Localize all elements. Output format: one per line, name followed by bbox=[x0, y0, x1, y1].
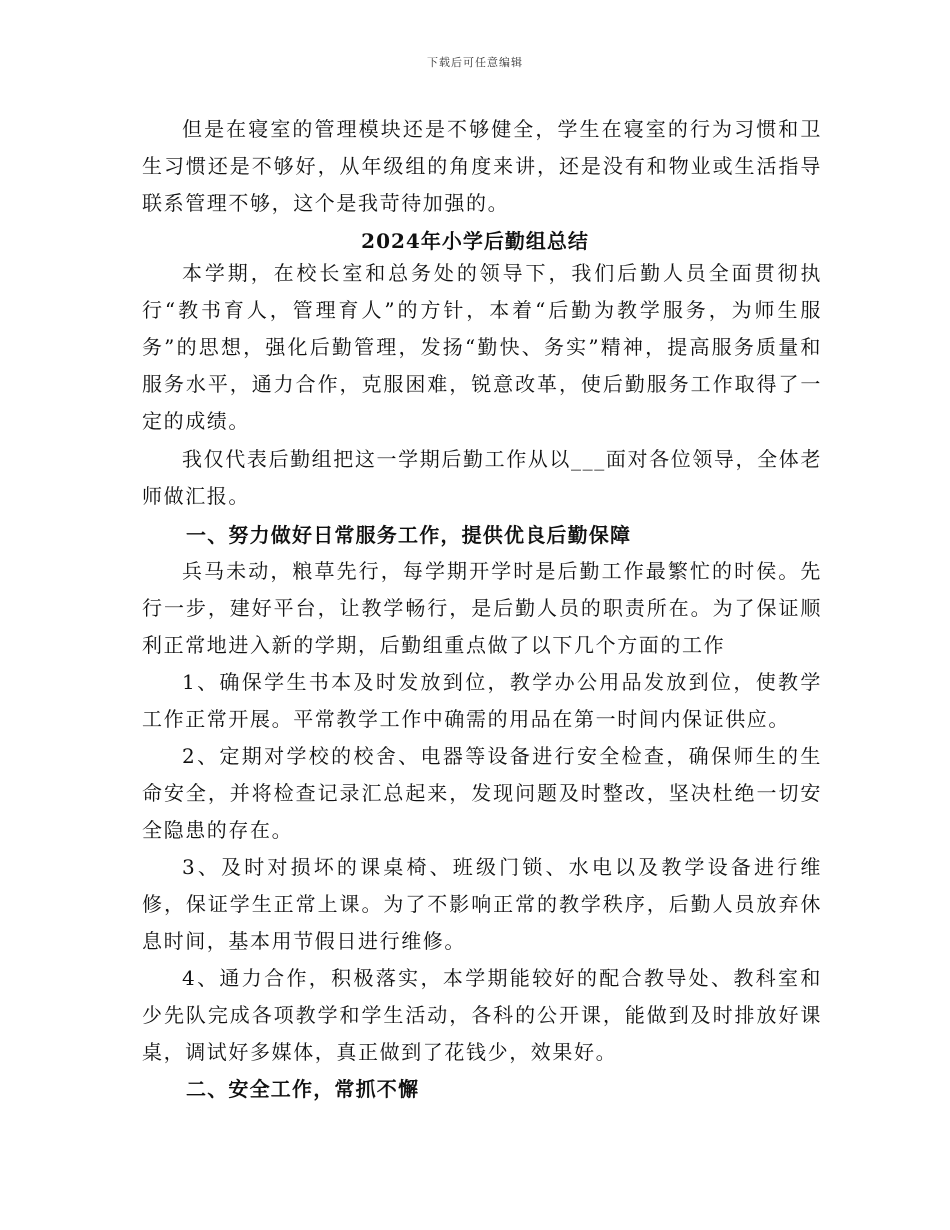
section-heading-1: 一、努力做好日常服务工作，提供优良后勤保障 bbox=[186, 523, 632, 547]
list-item-2: 2、定期对学校的校舍、电器等设备进行安全检查，确保师生的生命安全，并将检查记录汇总起来，发现问题及时整改，坚决杜绝一切安全隐患的存在。 bbox=[142, 744, 822, 842]
document-title: 2024年小学后勤组总结 bbox=[361, 229, 589, 253]
paragraph-section-1: 兵马未动，粮草先行，每学期开学时是后勤工作最繁忙的时侯。先行一步，建好平台，让教学畅行，是后勤人员的职责所在。为了保证顺利正常地进入新的学期，后勤组重点做了以下几个方面的工作 bbox=[142, 559, 822, 657]
section-heading-2: 二、安全工作，常抓不懈 bbox=[186, 1077, 420, 1101]
paragraph-report: 我仅代表后勤组把这一学期后勤工作从以___面对各位领导，全体老师做汇报。 bbox=[142, 447, 822, 508]
list-item-4: 4、通力合作，积极落实，本学期能较好的配合教导处、教科室和少先队完成各项教学和学生活动，各科的公开课，能做到及时排放好课桌，调试好多媒体，真正做到了花钱少，效果好。 bbox=[142, 966, 822, 1064]
paragraph-dormitory: 但是在寝室的管理模块还是不够健全，学生在寝室的行为习惯和卫生习惯还是不够好，从年级组的角度来讲，还是没有和物业或生活指导联系管理不够，这个是我苛待加强的。 bbox=[142, 117, 822, 215]
paragraph-intro: 本学期，在校长室和总务处的领导下，我们后勤人员全面贯彻执行“教书育人，管理育人”的方针，本着“后勤为教学服务，为师生服务”的思想，强化后勤管理，发扬“勤快、务实”精神，提高服务质量和服务水平，通力合作，克服困难，锐意改革，使后勤服务工作取得了一定的成绩。 bbox=[142, 261, 822, 433]
list-item-3: 3、及时对损坏的课桌椅、班级门锁、水电以及教学设备进行维修，保证学生正常上课。为了不影响正常的教学秩序，后勤人员放弃休息时间，基本用节假日进行维修。 bbox=[142, 855, 822, 953]
list-item-1: 1、确保学生书本及时发放到位，教学办公用品发放到位，使教学工作正常开展。平常教学工作中确需的用品在第一时间内保证供应。 bbox=[142, 670, 822, 731]
header-note: 下载后可任意编辑 bbox=[427, 56, 523, 69]
